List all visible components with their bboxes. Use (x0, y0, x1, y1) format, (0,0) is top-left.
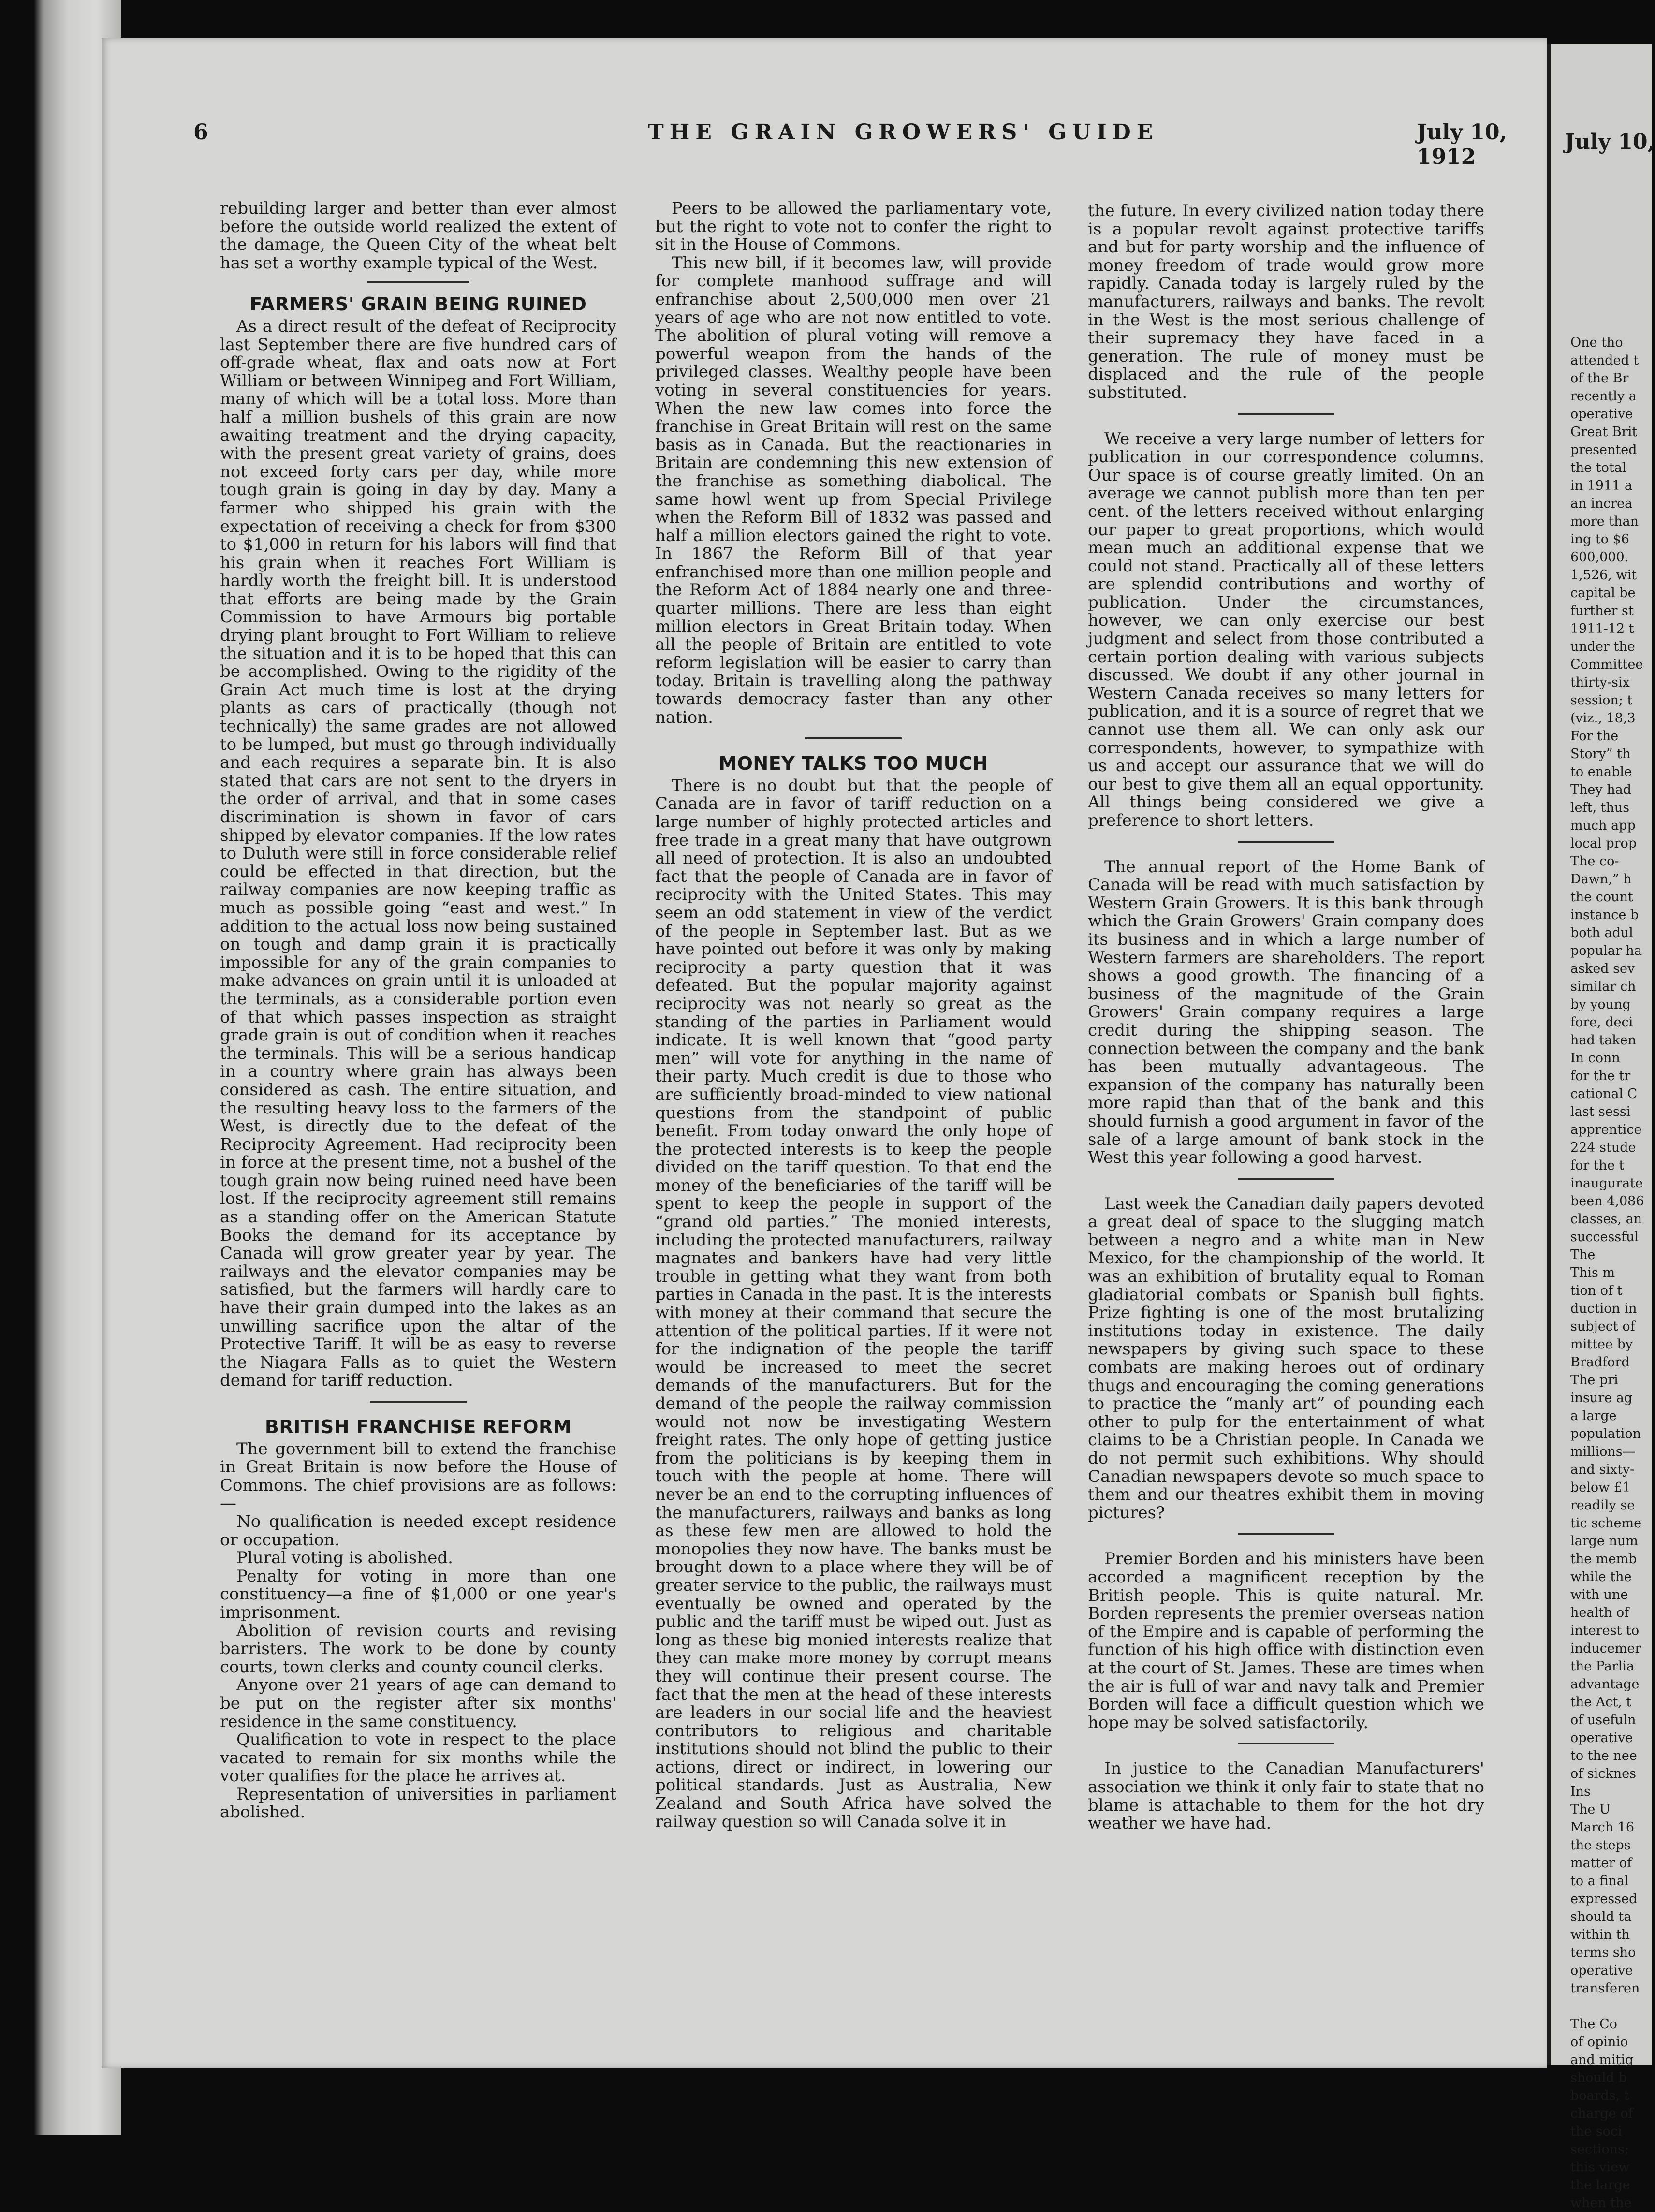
divider-rule (367, 281, 469, 283)
column-1 (220, 200, 616, 1822)
editorial-prize-fight: Last week the Canadian daily papers devoted a great deal of space to the slugging match between a negro and a white man in New Mexico, for the championship of the world. It was an exhibition of brutality equal to Roman gladiatorial combats or Spanish bull fights. Prize fighting is one of the most brutalizing institutions today in existence. The daily newspapers by giving such space to these combats are making heroes out of ordinary thugs and encouraging the coming generations to practice the “manly art” of pounding each other to pulp for the entertainment of what claims to be a Christian people. In Canada we do not permit such exhibitions. Why should Canadian newspapers devote so much space to them and our theatres exhibit them in moving pictures? (1088, 1194, 1484, 1523)
article-body-franchise: This new bill, if it becomes law, will provide for complete manhood suffrage and will enfranchise about 2,500,000 men over 21 years of age who are not now entitled to vote. The abolition of plural voting will remove a powerful weapon from the hands of the privileged classes. Wealthy people have been voting in several constituencies for years. When the new law comes into force the franchise in Great Britain will rest on the same basis as in Canada. But the reactionaries in Britain are condemning this new extension of the franchise as something diabolical. The same howl went up from Special Privilege when the Reform Bill of 1832 was passed and half a million electors gained the right to vote. In 1867 the Reform Bill of that year enfranchised more than one million people and the Reform Act of 1884 nearly one and three-quarter millions. There are less than eight million electors in Great Britain today. When all the people of Britain are entitled to vote reform legislation will be easier to carry than today. Britain is travelling along the pathway towards democracy faster than any other nation. (655, 253, 1052, 727)
franchise-provision: Representation of universities in parliament abolished. (220, 1784, 616, 1822)
next-page-edge (1547, 44, 1655, 2211)
editorial-home-bank: The annual report of the Home Bank of Canada will be read with much satisfaction by Western Grain Growers. It is this bank through which the Grain Growers' Grain company does its business and in which a large number of Western farmers are shareholders. The report shows a good growth. The financing of a business of the magnitude of the Grain Growers' Grain company requires a large credit during the shipping season. The connection between the company and the bank has been mutually advantageous. The expansion of the company has naturally been more rapid than that of the bank and this should furnish a good argument in favor of the sale of a large amount of bank stock in the West this year following a good harvest. (1088, 857, 1484, 1168)
article-continuation: the future. In every civilized nation today there is a popular revolt against protective tariffs and but for party worship and the influence of money freedom of trade would grow more rapidly. Canada today is largely ruled by the manufacturers, railways and banks. The revolt in the West is the most serious challenge of their supremacy they have faced in a generation. The rule of money must be displaced and the rule of the people substituted. (1088, 201, 1484, 402)
franchise-provision: Qualification to vote in respect to the place vacated to remain for six months while the voter qualifies for the place he arrives at. (220, 1730, 616, 1786)
journal-title: THE GRAIN GROWERS' GUIDE (648, 120, 1159, 145)
divider-rule (1238, 1743, 1334, 1744)
divider-rule (370, 1401, 467, 1403)
next-page-date: July 10, (1565, 130, 1655, 154)
newspaper-page (102, 38, 1547, 2068)
franchise-provision: No qualification is needed except residence or occupation. (220, 1511, 616, 1550)
franchise-provision: Peers to be allowed the parliamentary vote, but the right to vote not to confer the right to sit in the House of Commons. (655, 199, 1052, 255)
divider-rule (805, 737, 902, 739)
editorial-letters: We receive a very large number of letters for publication in our correspondence columns. Our space is of course greatly limited. On an average we cannot publish more than ten per cent. of the letters received without enlarging our paper to great proportions, which would mean much an additional expense that we could not stand. Practically all of these letters are splendid contributions and worthy of publication. Under the circumstances, however, we can only exercise our best judgment and select from those contributed a certain portion dealing with various subjects discussed. We doubt if any other journal in Western Canada receives so many letters for publication, and it is a source of regret that we cannot use them all. We can only ask our correspondents, however, to sympathize with us and accept our assurance that we will do our best to give them all an equal opportunity. All things being considered we give a preference to short letters. (1088, 429, 1484, 830)
divider-rule (1238, 841, 1334, 843)
issue-date: July 10, 1912 (1417, 120, 1507, 169)
article-body-money-talks: There is no doubt but that the people of Canada are in favor of tariff reduction on a large number of highly protected articles and free trade in a great many that have outgrown all need of protection. It is also an undoubted fact that the people of Canada are in favor of reciprocity with the United States. This may seem an odd statement in view of the verdict of the people in September last. But as we have pointed out before it was only by making reciprocity a party question that it was defeated. But the popular majority against reciprocity was not nearly so great as the standing of the parties in Parliament would indicate. It is well known that “good party men” will vote for anything in the name of their party. Much credit is due to those who are sufficiently broad-minded to view national questions from the standpoint of public benefit. From today onward the only hope of the protected interests is to keep the people divided on the tariff question. To that end the money of the beneficiaries of the tariff will be spent to keep the people in support of the “grand old parties.” The monied interests, including the protected manufacturers, railway magnates and bankers have had very little trouble in getting what they want from both parties in Canada in the past. It is the interests with money at their command that secure the attention of the political parties. If it were not for the indignation of the people the tariff would be increased to meet the secret demands of the manufacturers. But for the demand of the people the railway commission would not now be investigating Western freight rates. The only hope of getting justice from the politicians is by keeping them in touch with the people at home. There will never be an end to the corrupting influences of the manufacturers, railways and banks as long as these few men are allowed to hold the monopolies they now have. The banks must be brought down to a place where they will be of greater service to the public, the railways must eventually be owned and operated by the public and the tariff must be wiped out. Just as long as these big monied interests realize that they can make more money by corrupt means they will continue their present course. The fact that the men at the head of these interests are leaders in our social life and the heaviest contributors to religious and charitable institutions should not blind the public to their actions, direct or indirect, in lowering our political standards. Just as Australia, New Zealand and South Africa have solved the railway question so will Canada solve it in (655, 776, 1052, 1831)
editorial-premier-borden: Premier Borden and his ministers have been accorded a magnificent reception by the British people. This is quite natural. Mr. Borden represents the premier overseas nation of the Empire and is capable of performing the function of his high office with distinction even at the court of St. James. These are times when the air is full of war and navy talk and Premier Borden will face a difficult question which we hope may be solved satisfactorily. (1088, 1549, 1484, 1732)
next-page-text-fragments: One tho attended t of the Br recently a operative Great Brit presented the total in 1911 a an increa more than ing to $6 600,000. 1,526, wit capital be further st 1911-12 t under the Committee thirty-six session; t (viz., 18,3 For the Story” th to enable They had left, thus much app local prop The co- Dawn,” h the count instance b both adul popular ha asked sev similar ch by young fore, deci had taken In conn for the tr cational C last sessi apprentice 224 stude for the t inaugurate been 4,086 classes, an successful The This m tion of t duction in subject of mittee by Bradford The pri insure ag a large population millions— and sixty- below £1 readily se tic scheme large num the memb while the with une health of interest to inducemer the Parlia advantage the Act, t of usefuln operative to the nee of sicknes Ins The U March 16 the steps matter of to a final expressed should ta within th terms sho operative transferen The Co of opinio and mitig should b boards, t charge of the soci sections; this view the large when the (1570, 335, 1644, 2211)
page-number: 6 (193, 120, 208, 145)
column-2 (655, 200, 1052, 1831)
headline-british-franchise: BRITISH FRANCHISE REFORM (264, 1416, 572, 1437)
franchise-provision: Penalty for voting in more than one constituency—a fine of $1,000 or one year's imprisonment. (220, 1566, 616, 1622)
article-continuation: rebuilding larger and better than ever almost before the outside world realized the extent of the damage, the Queen City of the wheat belt has set a worthy example typical of the West. (220, 199, 616, 273)
editorial-manufacturers: In justice to the Canadian Manufacturers' association we think it only fair to state that no blame is attachable to them for the hot dry weather we have had. (1088, 1759, 1484, 1833)
divider-rule (1238, 1533, 1334, 1535)
headline-money-talks: MONEY TALKS TOO MUCH (718, 753, 988, 775)
franchise-provision: Abolition of revision courts and revising barristers. The work to be done by county courts, town clerks and county council clerks. (220, 1621, 616, 1677)
running-head (102, 120, 1547, 169)
franchise-provision: Anyone over 21 years of age can demand to be put on the register after six months' residence in the same constituency. (220, 1675, 616, 1731)
article-intro-franchise: The government bill to extend the franchise in Great Britain is now before the House of Commons. The chief provisions are as follows:— (220, 1439, 616, 1513)
article-body-farmers-grain: As a direct result of the defeat of Reciprocity last September there are five hundred cars of off-grade wheat, flax and oats now at Fort William or between Winnipeg and Fort William, many of which will be a total loss. More than half a million bushels of this grain are now awaiting treatment and the drying capacity, with the present great variety of grains, does not exceed forty cars per day, while more tough grain is going in day by day. Many a farmer who shipped his grain with the expectation of receiving a check for from $300 to $1,000 in return for his labors will find that his grain when it reaches Fort William is hardly worth the freight bill. It is understood that efforts are being made by the Grain Commission to have Armours big portable drying plant brought to Fort William to relieve the situation and it is to be hoped that this can be accomplished. Owing to the rigidity of the Grain Act much time is lost at the drying plants as cars of practically (though not technically) the same grades are not allowed to be lumped, but must go through individually and each requires a separate bin. It is also stated that cars are not sent to the dryers in the order of arrival, and that in some cases discrimination is shown in favor of cars shipped by elevator companies. If the low rates to Duluth were still in force considerable relief could be effected in that direction, but the railway companies are now keeping traffic as much as possible going “east and west.” In addition to the actual loss now being sustained on tough and damp grain it is practically impossible for any of the grain companies to make advances on grain until it is unloaded at the terminals, as a considerable portion even of that which passes inspection as straight grade grain is out of condition when it reaches the terminals. This will be a serious handicap in a country where grain has always been considered as cash. The entire situation, and the resulting heavy loss to the farmers of the West, is directly due to the defeat of the Reciprocity Agreement. Had reciprocity been in force at the present time, not a bushel of the tough grain now being ruined need have been lost. If the reciprocity agreement still remains as a standing offer on the American Statute Books the demand for its acceptance by Canada will grow greater year by year. The railways and the elevator companies may be satisfied, but the farmers will hardly care to have their grain dumped into the lakes as an unwilling sacrifice upon the altar of the Protective Tariff. It will be as easy to reverse the Niagara Falls as to quiet the Western demand for tariff reduction. (220, 316, 616, 1391)
divider-rule (1238, 1178, 1334, 1180)
column-3 (1088, 202, 1484, 1833)
headline-farmers-grain: FARMERS' GRAIN BEING RUINED (249, 293, 587, 315)
franchise-provision: Plural voting is abolished. (236, 1548, 453, 1568)
divider-rule (1238, 413, 1334, 415)
